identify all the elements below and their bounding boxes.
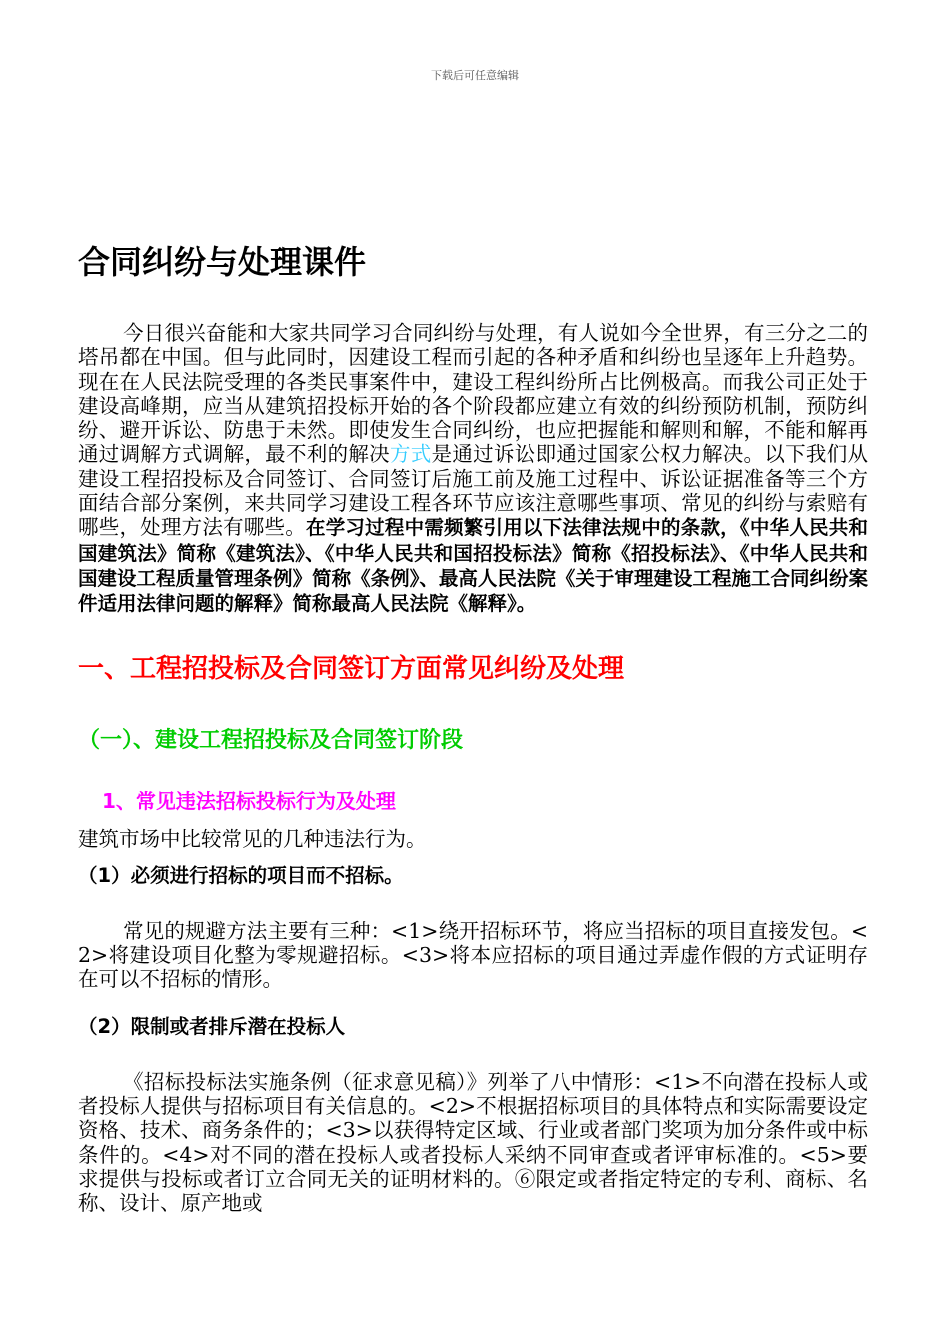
header-note: 下载后可任意编辑 — [431, 69, 519, 82]
point-heading-2: （2）限制或者排斥潜在投标人 — [78, 1014, 346, 1038]
point-heading-1: （1）必须进行招标的项目而不招标。 — [78, 863, 404, 887]
item-lead-paragraph: 建筑市场中比较常见的几种违法行为。 — [78, 826, 427, 851]
intro-paragraph — [78, 321, 868, 617]
document-title: 合同纠纷与处理课件 — [78, 243, 367, 281]
item-heading-1: 1、常见违法招标投标行为及处理 — [102, 788, 396, 813]
intro-bold-text: 在学习过程中需频繁引用以下法律法规中的条款，《中华人民共和国建筑法》简称《建筑法》、《中华人民共和国招投标法》简称《招投标法》、《中华人民共和国建设工程质量管理条例》简称《条例》、最高人民法院《关于审理建设工程施工合同纠纷案件适用法律问题的解释》简称最高人民法院《解释》。 — [78, 516, 868, 616]
point-body-2: 《招标投标法实施条例（征求意见稿）》列举了八中情形：<1>不向潜在投标人或者投标人提供与招标项目有关信息的。<2>不根据招标项目的具体特点和实际需要设定资格、技术、商务条件的；<3>以获得特定区域、行业或者部门奖项为加分条件或中标条件的。<4>对不同的潜在投标人或者投标人采纳不同审查或者评审标准的。<5>要求提供与投标或者订立合同无关的证明材料的。⑥限定或者指定特定的专利、商标、名称、设计、原产地或 — [78, 1069, 868, 1216]
intro-text-part2: 是通过诉讼即通过国家公权力解决。以下我们从建设工程招投标及合同签订、合同签订后施工前及施工过程中、诉讼证据准备等三个方面结合部分案例，来共同学习建设工程各环节应该注意哪些事项、常见的纠纷与索赔有哪些，处理方法有哪些。 — [78, 442, 869, 540]
subsection-heading-1: （一）、建设工程招投标及合同签订阶段 — [78, 727, 464, 753]
point-body-1: 常见的规避方法主要有三种：<1>绕开招标环节，将应当招标的项目直接发包。<2>将建设项目化整为零规避招标。<3>将本应招标的项目通过弄虚作假的方式证明存在可以不招标的情形。 — [78, 918, 868, 992]
intro-link-word[interactable]: 方式 — [389, 442, 432, 467]
intro-text-part1: 今日很兴奋能和大家共同学习合同纠纷与处理，有人说如今全世界，有三分之二的塔吊都在中国。但与此同时，因建设工程而引起的各种矛盾和纠纷也呈逐年上升趋势。现在在人民法院受理的各类民事案件中，建设工程纠纷所占比例极高。而我公司正处于建设高峰期，应当从建筑招投标开始的各个阶段都应建立有效的纠纷预防机制，预防纠纷、避开诉讼、防患于未然。即使发生合同纠纷，也应把握能和解则和解，不能和解再通过调解方式调解，最不利的解决 — [78, 321, 868, 467]
section-heading-1: 一、工程招投标及合同签订方面常见纠纷及处理 — [78, 653, 625, 684]
document-body — [78, 240, 868, 1216]
